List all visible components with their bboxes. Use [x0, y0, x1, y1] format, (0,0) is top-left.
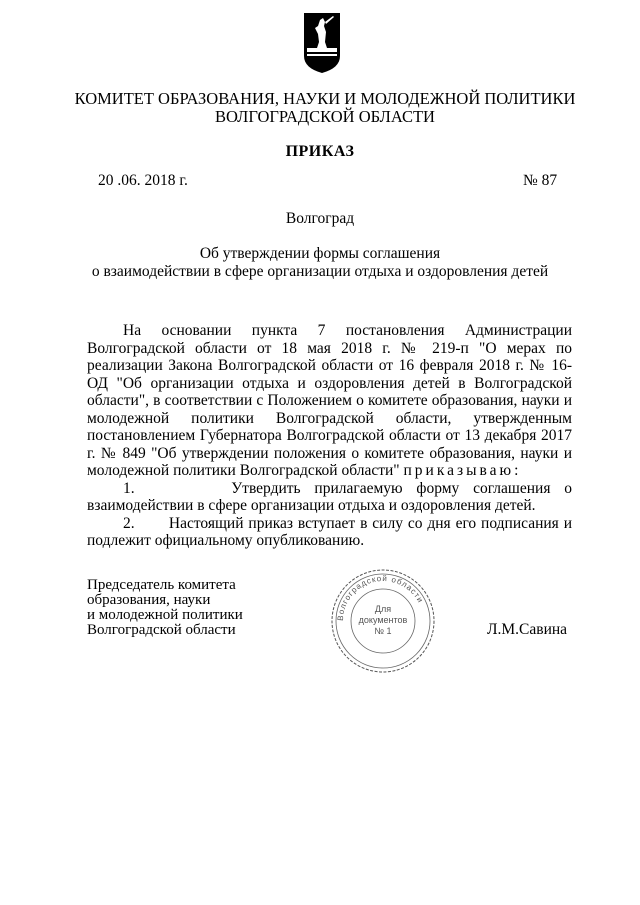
item-text: Утвердить прилагаемую форму соглашения о взаимодействии в сфере организации отдыха и оздоровления детей.: [87, 479, 572, 514]
document-number: № 87: [523, 172, 558, 189]
signatory-name: Л.М.Савина: [487, 621, 568, 638]
subject-line1: Об утверждении формы соглашения: [199, 245, 441, 262]
signatory-title: [87, 578, 243, 638]
item-text: Настоящий приказ вступает в силу со дня его подписания и подлежит официальному опубликованию.: [87, 514, 572, 549]
list-item: [87, 480, 572, 515]
list-item: [87, 515, 572, 550]
signatory-title-line: Председатель комитета: [87, 577, 236, 593]
item-number: 2.: [123, 514, 135, 532]
document-date: 20 .06. 2018 г.: [98, 172, 188, 189]
item-number: 1.: [123, 479, 135, 497]
order-word: приказываю:: [403, 462, 522, 479]
document-type: ПРИКАЗ: [285, 143, 355, 160]
official-stamp-icon: [330, 568, 436, 674]
signatory-title-line: Волгоградской области: [87, 622, 236, 638]
org-name-line2: ВОЛГОГРАДСКОЙ ОБЛАСТИ: [215, 107, 435, 126]
intro-text: На основании пункта 7 постановления Администрации Волгоградской области от 18 мая 2018 г. № 219-п "О мерах по реализации Закона Волгоградской области от 16 февраля 2018 г. № 16-ОД "Об организации отдыха и оздоровления детей в Волгоградской области", в соответствии с Положением о комитете образования, науки и молодежной политики Волгоградской области, утвержденным постановлением Губернатора Волгоградской области от 13 декабря 2017 г. № 849 "Об утверждении положения о комитете образования, науки и молодежной политики Волгоградской области": [87, 322, 572, 479]
intro-paragraph: [87, 322, 572, 480]
stamp-line: № 1: [374, 626, 392, 636]
document-city: Волгоград: [285, 210, 355, 227]
stamp-line: документов: [358, 615, 408, 625]
subject-line2: о взаимодействии в сфере организации отдыха и оздоровления детей: [91, 263, 549, 280]
volgograd-coat-of-arms-icon: [303, 12, 341, 74]
signatory-title-line: образования, науки: [87, 592, 211, 608]
stamp-ring-text: Волгоградской области: [335, 573, 426, 622]
document-body: [87, 322, 572, 550]
org-name-line1: КОМИТЕТ ОБРАЗОВАНИЯ, НАУКИ И МОЛОДЕЖНОЙ ПОЛИТИКИ: [74, 89, 576, 108]
signatory-title-line: и молодежной политики: [87, 607, 243, 623]
stamp-line: Для: [374, 604, 392, 614]
